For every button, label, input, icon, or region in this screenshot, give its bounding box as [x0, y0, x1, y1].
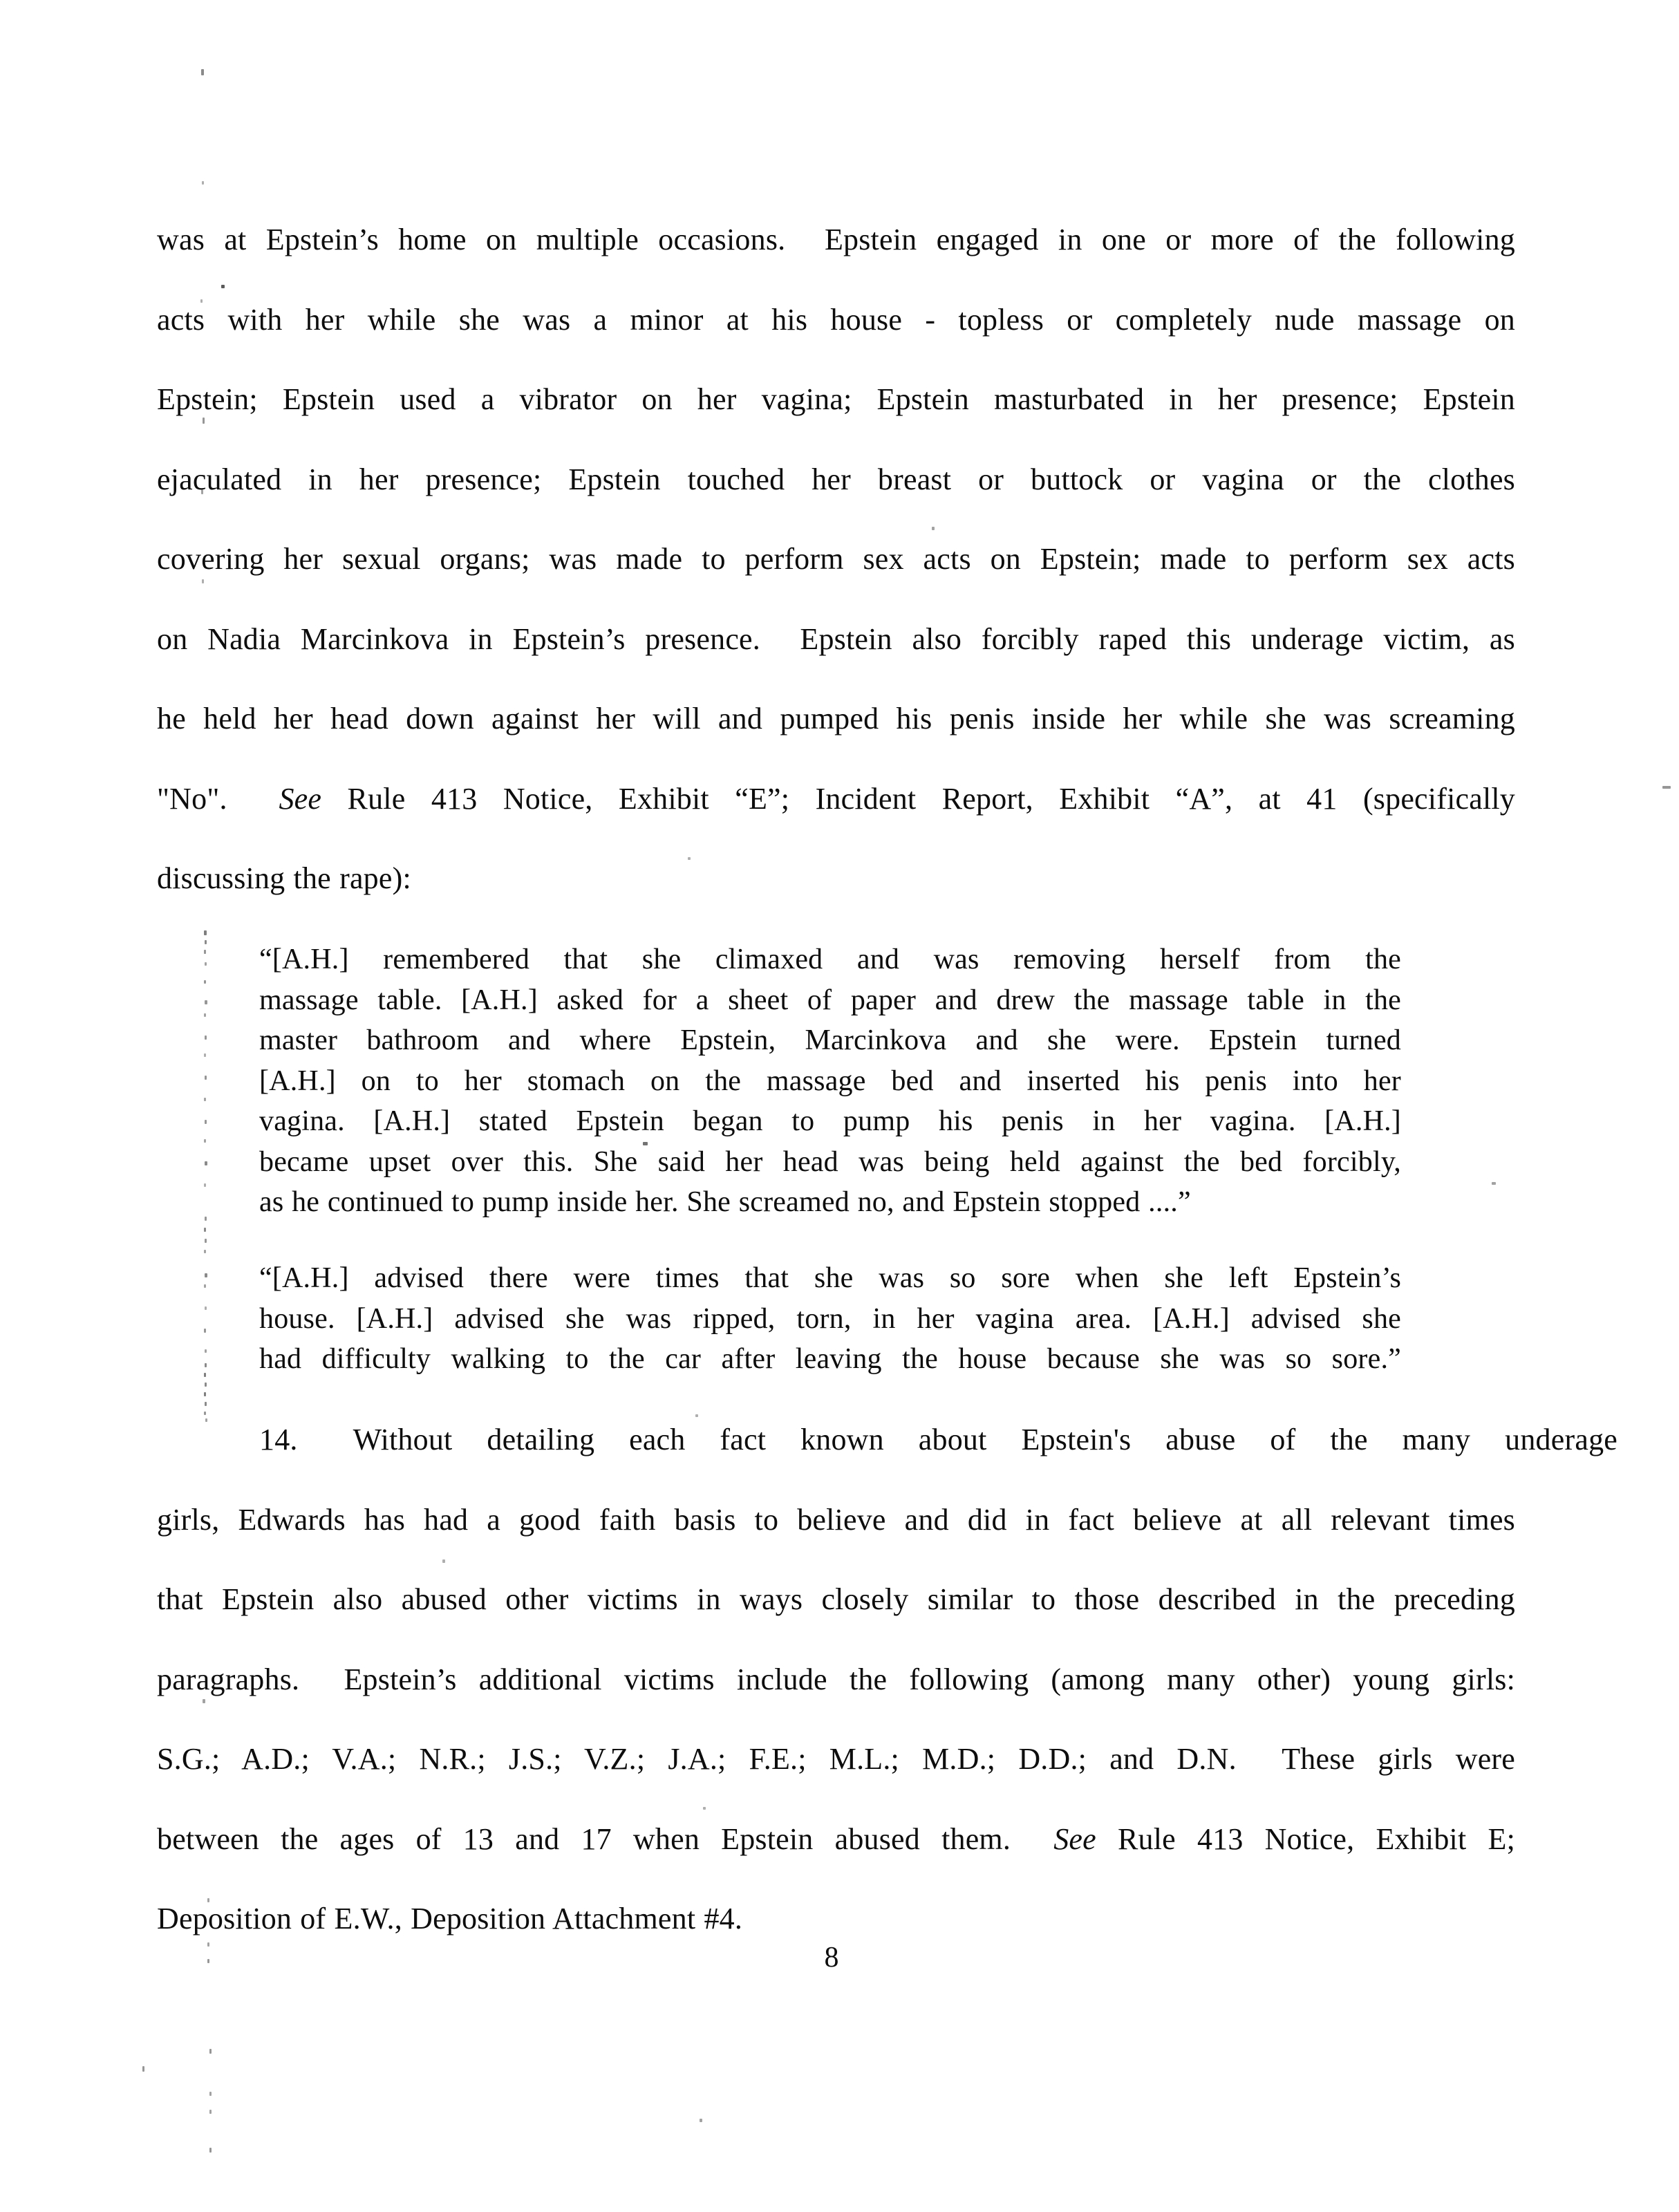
scan-artifact-dot	[932, 527, 935, 530]
scan-artifact-dot	[203, 1699, 205, 1703]
text-segment: S.G.; A.D.; V.A.; N.R.; J.S.; V.Z.; J.A.; F.E.; M.L.; M.D.; D.D.; and D.N. These girls were	[157, 1742, 1515, 1776]
text-segment: paragraphs. Epstein’s additional victims include the following (among many other) young girls:	[157, 1662, 1515, 1696]
scan-artifact-dot	[205, 1382, 207, 1387]
block-quote-1-line-4	[259, 1064, 1401, 1099]
scan-artifact-dot	[205, 1273, 207, 1277]
text-segment: that Epstein also abused other victims in ways closely similar to those described in the preceding	[157, 1582, 1515, 1616]
page-number: 8	[824, 1942, 839, 1974]
scan-artifact-dot	[201, 69, 204, 75]
scan-artifact-dot	[205, 1306, 207, 1310]
scan-artifact-dot	[700, 2119, 702, 2122]
text-segment: covering her sexual organs; was made to perform sex acts on Epstein; made to perform sex acts	[157, 542, 1515, 576]
scan-artifact-dot	[221, 285, 225, 288]
paragraph-continuation-line-4	[157, 461, 1515, 498]
scan-artifact-dot	[205, 1217, 207, 1221]
paragraph-continuation-line-9	[157, 860, 1515, 897]
block-quote-1-line-5	[259, 1104, 1401, 1139]
scan-artifact-dot	[200, 299, 203, 303]
text-segment: “[A.H.] remembered that she climaxed and was removing herself from the	[259, 944, 1401, 975]
scan-artifact-dot	[205, 1161, 207, 1165]
text-segment: as he continued to pump inside her. She screamed no, and Epstein stopped ....”	[259, 1186, 1191, 1218]
scan-artifact-dot	[202, 579, 204, 583]
scan-artifact-dot	[207, 1959, 209, 1963]
text-segment: master bathroom and where Epstein, Marcinkova and she were. Epstein turned	[259, 1024, 1401, 1056]
scan-artifact-dot	[205, 1076, 207, 1080]
text-segment: massage table. [A.H.] asked for a sheet of paper and drew the massage table in the	[259, 984, 1401, 1016]
text-segment: house. [A.H.] advised she was ripped, torn, in her vagina area. [A.H.] advised she	[259, 1302, 1401, 1335]
text-segment: [A.H.] on to her stomach on the massage bed and inserted his penis into her	[259, 1065, 1401, 1097]
text-segment: ejaculated in her presence; Epstein touched her breast or buttock or vagina or the clothes	[157, 462, 1515, 496]
paragraph-continuation-line-3	[157, 381, 1515, 418]
paragraph-14-line-2	[157, 1501, 1515, 1539]
scan-artifact-dot	[1662, 786, 1671, 789]
scan-artifact-dot	[643, 1142, 648, 1145]
scan-artifact-dot	[688, 857, 691, 860]
scan-artifact-dot	[204, 1139, 206, 1143]
scan-artifact-dot	[204, 980, 206, 984]
scan-artifact-dot	[442, 1559, 445, 1563]
scan-artifact-dot	[204, 930, 207, 935]
paragraph-14-line-6	[157, 1821, 1515, 1858]
scan-artifact-dot	[205, 1000, 207, 1004]
scan-artifact-dot	[207, 1898, 209, 1902]
text-segment: Epstein; Epstein used a vibrator on her vagina; Epstein masturbated in her presence; Epstein	[157, 382, 1515, 416]
block-quote-1-line-1	[259, 942, 1401, 977]
paragraph-14-line-7	[157, 1900, 1515, 1938]
scan-artifact-dot	[204, 1373, 206, 1377]
text-segment: discussing the rape):	[157, 861, 411, 895]
scan-artifact-dot	[204, 1053, 206, 1057]
scan-artifact-dot	[204, 1412, 206, 1415]
text-segment: Deposition of E.W., Deposition Attachment #4.	[157, 1902, 743, 1936]
text-segment: on Nadia Marcinkova in Epstein’s presence. Epstein also forcibly raped this underage victim, as	[157, 621, 1515, 656]
italic-citation-text: See	[279, 781, 322, 816]
scan-artifact-dot	[205, 1349, 207, 1353]
paragraph-continuation-line-2	[157, 301, 1515, 339]
text-segment: between the ages of 13 and 17 when Epstein abused them.	[157, 1821, 1054, 1856]
scan-artifact-dot	[204, 1013, 206, 1017]
text-segment: he held her head down against her will and pumped his penis inside her while she was screaming	[157, 702, 1515, 735]
scan-artifact-dot	[204, 1284, 206, 1288]
scan-artifact-dot	[1492, 1182, 1496, 1185]
scan-artifact-dot	[209, 2049, 212, 2054]
paragraph-continuation-line-5	[157, 541, 1515, 578]
scan-artifact-dot	[204, 1228, 206, 1232]
block-quote-1-line-2	[259, 983, 1401, 1018]
text-segment: Without detailing each fact known about Epstein's abuse of the many underage	[353, 1423, 1617, 1456]
scan-artifact-dot	[204, 1183, 206, 1187]
block-quote-1-line-3	[259, 1023, 1401, 1058]
text-segment: Rule 413 Notice, Exhibit E;	[1096, 1821, 1515, 1856]
scan-artifact-dot	[205, 1402, 207, 1406]
scan-artifact-dot	[201, 489, 203, 494]
paragraph-14-line-4	[157, 1661, 1515, 1698]
scan-artifact-dot	[204, 950, 206, 954]
text-segment: acts with her while she was a minor at his house - topless or completely nude massage on	[157, 302, 1515, 337]
scan-artifact-dot	[203, 418, 205, 424]
scan-artifact-dot	[205, 1418, 207, 1422]
block-quote-2-line-3	[259, 1342, 1401, 1377]
scan-artifact-dot	[142, 2066, 144, 2072]
paragraph-14-line-3	[157, 1581, 1515, 1618]
block-quote-1-line-7	[259, 1185, 1401, 1220]
italic-citation-text: See	[1053, 1821, 1096, 1856]
paragraph-continuation-line-1	[157, 221, 1515, 259]
scan-artifact-dot	[202, 181, 204, 185]
scan-artifact-dot	[204, 1392, 206, 1396]
text-segment: was at Epstein’s home on multiple occasions. Epstein engaged in one or more of the following	[157, 223, 1515, 256]
scan-artifact-dot	[205, 940, 207, 944]
text-segment: Rule 413 Notice, Exhibit “E”; Incident Report, Exhibit “A”, at 41 (specifically	[321, 781, 1515, 816]
scan-artifact-dot	[204, 1250, 206, 1253]
text-segment: had difficulty walking to the car after leaving the house because she was so sore.”	[259, 1343, 1401, 1375]
scan-artifact-dot	[209, 2092, 212, 2096]
scan-artifact-dot	[204, 1098, 206, 1101]
scan-artifact-dot	[205, 1363, 207, 1367]
text-segment: "No".	[157, 781, 279, 816]
scan-artifact-dot	[209, 2148, 212, 2153]
text-segment: vagina. [A.H.] stated Epstein began to pump his penis in her vagina. [A.H.]	[259, 1105, 1401, 1137]
scan-artifact-dot	[695, 1414, 698, 1417]
scan-artifact-dot	[205, 1239, 207, 1243]
scan-artifact-dot	[207, 1942, 209, 1947]
text-segment: “[A.H.] advised there were times that she was so sore when she left Epstein’s	[259, 1262, 1401, 1294]
block-quote-2-line-1	[259, 1261, 1401, 1296]
text-segment: 14.	[259, 1423, 298, 1456]
scan-artifact-dot	[205, 1035, 207, 1040]
paragraph-14-line-1	[157, 1421, 1617, 1459]
scan-artifact-dot	[205, 962, 207, 966]
scan-artifact-dot	[703, 1807, 706, 1810]
scan-artifact-dot	[209, 2110, 212, 2114]
paragraph-continuation-line-8	[157, 780, 1515, 818]
scan-artifact-dot	[205, 1120, 207, 1124]
block-quote-1-line-6	[259, 1145, 1401, 1180]
text-segment: became upset over this. She said her head was being held against the bed forcibly,	[259, 1145, 1401, 1178]
scan-artifact-dot	[204, 1329, 206, 1333]
block-quote-2-line-2	[259, 1302, 1401, 1337]
paragraph-continuation-line-6	[157, 621, 1515, 658]
paragraph-continuation-line-7	[157, 700, 1515, 738]
text-segment: girls, Edwards has had a good faith basis to believe and did in fact believe at all relevant times	[157, 1502, 1515, 1537]
paragraph-14-line-5	[157, 1741, 1515, 1778]
